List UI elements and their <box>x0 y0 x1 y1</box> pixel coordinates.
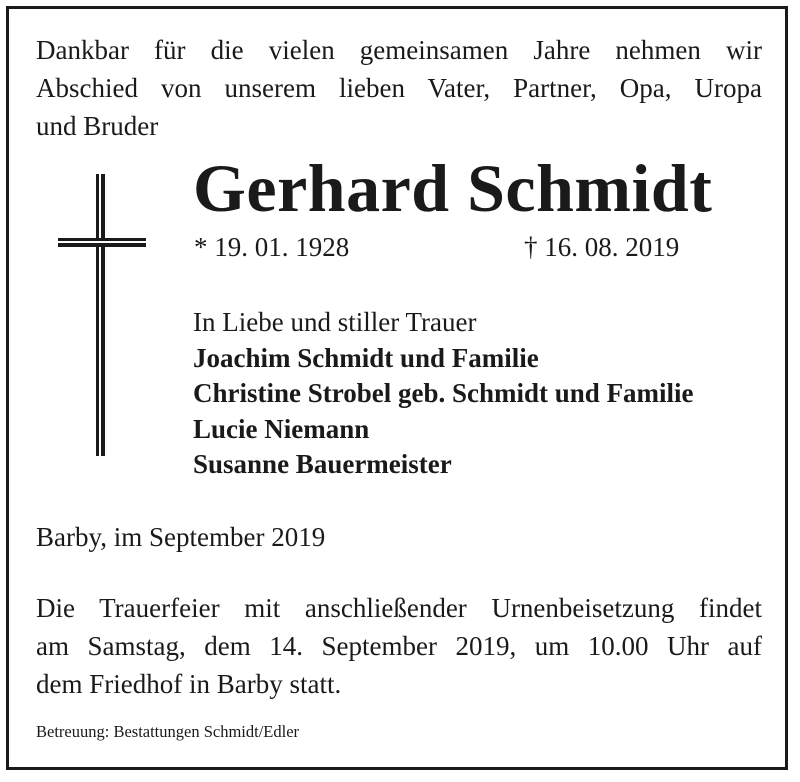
ceremony-line: Die Trauerfeier mit anschließender Urnenbeisetzung findet <box>36 593 762 623</box>
death-date: † 16. 08. 2019 <box>524 232 680 262</box>
intro-line: Abschied von unserem lieben Vater, Partner, Opa, Uropa <box>36 73 762 103</box>
cross-icon <box>58 174 146 456</box>
mourner-name: Susanne Bauermeister <box>193 449 452 479</box>
deceased-name: Gerhard Schmidt <box>193 150 713 226</box>
intro-line: Dankbar für die vielen gemeinsamen Jahre nehmen wir <box>36 35 762 65</box>
mourner-name: Christine Strobel geb. Schmidt und Familie <box>193 378 694 408</box>
intro-text <box>36 31 762 145</box>
cross-horizontal-beam <box>58 238 146 247</box>
mourning-phrase: In Liebe und stiller Trauer <box>193 307 477 337</box>
birth-date: * 19. 01. 1928 <box>194 232 350 262</box>
cross-vertical-beam <box>96 174 105 456</box>
mourner-name: Lucie Niemann <box>193 413 370 444</box>
place-date: Barby, im September 2019 <box>36 522 326 552</box>
intro-line: und Bruder <box>36 111 159 141</box>
mourners-block <box>193 305 694 483</box>
ceremony-text <box>36 589 762 703</box>
funeral-home-credit: Betreuung: Bestattungen Schmidt/Edler <box>36 722 300 741</box>
mourner-name: Joachim Schmidt und Familie <box>193 342 539 373</box>
ceremony-line: dem Friedhof in Barby statt. <box>36 669 342 699</box>
ceremony-line: am Samstag, dem 14. September 2019, um 10.00 Uhr auf <box>36 631 762 661</box>
